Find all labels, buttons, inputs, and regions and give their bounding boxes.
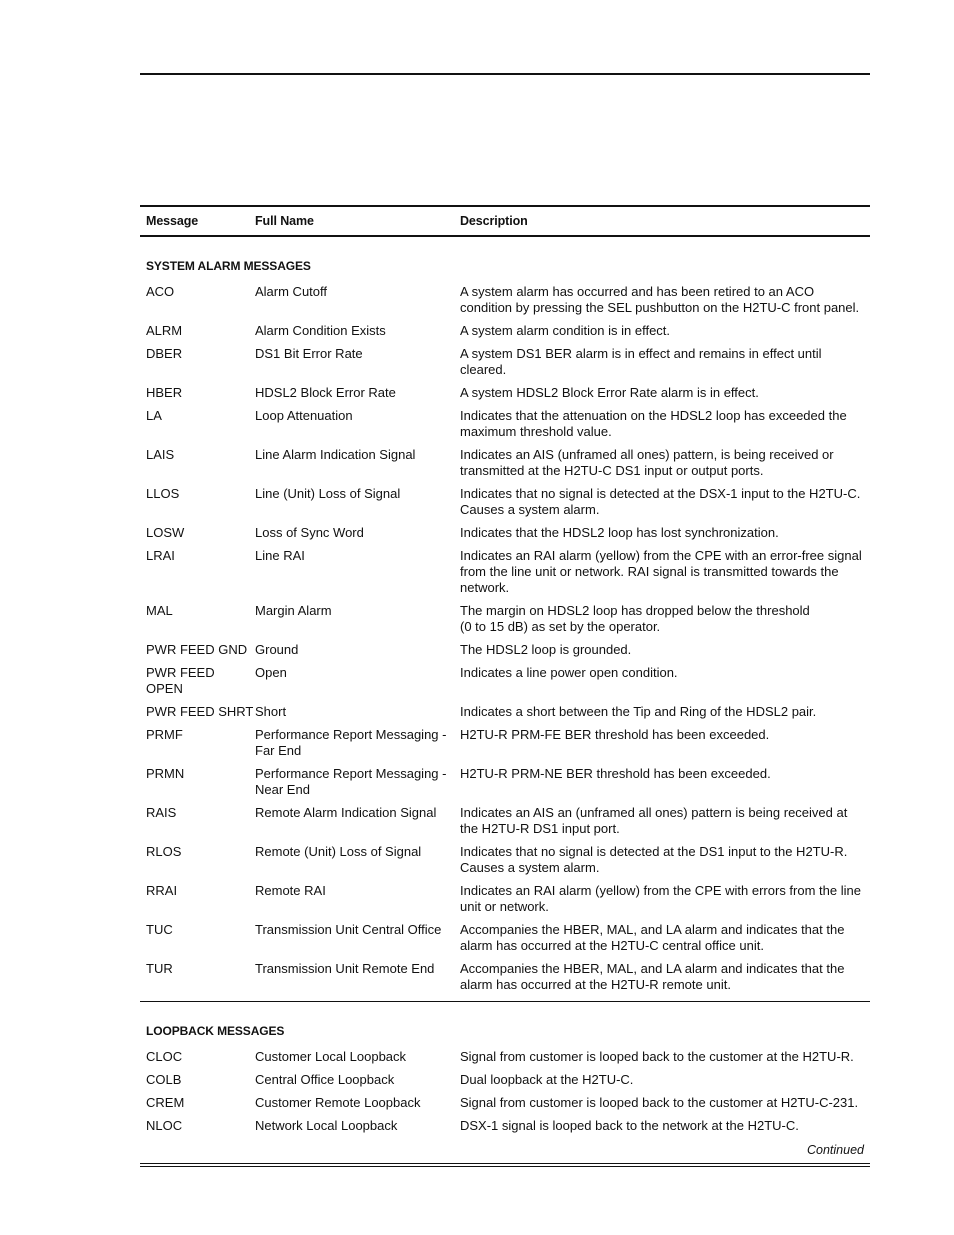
- full-name-cell: Line RAI: [255, 548, 305, 563]
- header-full-name: Full Name: [255, 214, 314, 228]
- full-name-cell: DS1 Bit Error Rate: [255, 346, 363, 361]
- full-name-cell: Alarm Condition Exists: [255, 323, 386, 338]
- full-name-cell: Transmission Unit Remote End: [255, 961, 435, 976]
- message-cell: ACO: [146, 284, 175, 299]
- description-cell: A system alarm has occurred and has been retired to an ACO condition by pressing the SEL pushbutton on the H2TU-C front panel.: [460, 284, 860, 315]
- message-cell: NLOC: [146, 1118, 183, 1133]
- full-name-cell: Remote RAI: [255, 883, 326, 898]
- full-name-cell: Short: [255, 704, 287, 719]
- table-bottom-rule: [140, 1163, 870, 1164]
- table-row: [140, 447, 870, 486]
- full-name-cell: Loop Attenuation: [255, 408, 353, 423]
- description-cell: Indicates that the attenuation on the HDSL2 loop has exceeded the maximum threshold value.: [460, 408, 847, 439]
- description-cell: Indicates a short between the Tip and Ring of the HDSL2 pair.: [460, 704, 817, 719]
- description-cell: H2TU-R PRM-NE BER threshold has been exceeded.: [460, 766, 771, 781]
- description-cell: Accompanies the HBER, MAL, and LA alarm and indicates that the alarm has occurred at the H2TU-R remote unit.: [460, 961, 845, 992]
- message-cell: DBER: [146, 346, 183, 361]
- table-row: [140, 1072, 870, 1095]
- message-cell: TUR: [146, 961, 173, 976]
- description-cell: Indicates an AIS an (unframed all ones) pattern is being received at the H2TU-R DS1 input port.: [460, 805, 848, 836]
- table-row: [140, 385, 870, 408]
- continued-note: Continued: [807, 1143, 864, 1157]
- message-cell: LLOS: [146, 486, 180, 501]
- full-name-cell: HDSL2 Block Error Rate: [255, 385, 396, 400]
- description-cell: Indicates an AIS (unframed all ones) pattern, is being received or transmitted at the H2TU-C DS1 input or output ports.: [460, 447, 834, 478]
- message-cell: ALRM: [146, 323, 183, 338]
- table-row: [140, 727, 870, 766]
- message-cell: COLB: [146, 1072, 182, 1087]
- full-name-cell: Line (Unit) Loss of Signal: [255, 486, 401, 501]
- description-cell: Indicates a line power open condition.: [460, 665, 678, 680]
- table-section: [140, 1002, 870, 1141]
- table-row: [140, 805, 870, 844]
- full-name-cell: Line Alarm Indication Signal: [255, 447, 416, 462]
- description-cell: Indicates that the HDSL2 loop has lost synchronization.: [460, 525, 779, 540]
- full-name-cell: Central Office Loopback: [255, 1072, 395, 1087]
- description-cell: Accompanies the HBER, MAL, and LA alarm and indicates that the alarm has occurred at the H2TU-C central office unit.: [460, 922, 845, 953]
- description-cell: Indicates that no signal is detected at the DS1 input to the H2TU-R. Causes a system alarm.: [460, 844, 848, 875]
- full-name-cell: Customer Local Loopback: [255, 1049, 407, 1064]
- description-cell: A system HDSL2 Block Error Rate alarm is in effect.: [460, 385, 759, 400]
- footer-rule: [140, 1166, 870, 1167]
- message-cell: LOSW: [146, 525, 185, 540]
- table-row: [140, 603, 870, 642]
- table-row: [140, 704, 870, 727]
- table-row: [140, 766, 870, 805]
- description-cell: The margin on HDSL2 loop has dropped below the threshold (0 to 15 dB) as set by the operator.: [460, 603, 810, 634]
- table-row: [140, 548, 870, 603]
- message-cell: PRMF: [146, 727, 183, 742]
- full-name-cell: Open: [255, 665, 287, 680]
- message-cell: RRAI: [146, 883, 178, 898]
- table-row: [140, 323, 870, 346]
- description-cell: Signal from customer is looped back to the customer at the H2TU-R.: [460, 1049, 854, 1064]
- section-title: SYSTEM ALARM MESSAGES: [146, 259, 311, 273]
- table-row: [140, 922, 870, 961]
- message-cell: PRMN: [146, 766, 185, 781]
- message-cell: CLOC: [146, 1049, 183, 1064]
- header-description: Description: [460, 214, 528, 228]
- full-name-cell: Alarm Cutoff: [255, 284, 328, 299]
- full-name-cell: Performance Report Messaging - Far End: [255, 727, 447, 758]
- message-cell: LA: [146, 408, 162, 423]
- alarm-messages-table: [140, 205, 870, 1164]
- table-row: [140, 408, 870, 447]
- table-row: [140, 1049, 870, 1072]
- message-cell: CREM: [146, 1095, 185, 1110]
- description-cell: H2TU-R PRM-FE BER threshold has been exceeded.: [460, 727, 770, 742]
- table-row: [140, 844, 870, 883]
- full-name-cell: Ground: [255, 642, 299, 657]
- message-cell: MAL: [146, 603, 173, 618]
- message-cell: PWR FEED SHRT: [146, 704, 254, 719]
- full-name-cell: Network Local Loopback: [255, 1118, 398, 1133]
- description-cell: Signal from customer is looped back to the customer at H2TU-C-231.: [460, 1095, 859, 1110]
- table-row: [140, 961, 870, 1000]
- message-cell: PWR FEED OPEN: [146, 665, 215, 696]
- full-name-cell: Remote (Unit) Loss of Signal: [255, 844, 422, 859]
- message-cell: PWR FEED GND: [146, 642, 248, 657]
- full-name-cell: Transmission Unit Central Office: [255, 922, 442, 937]
- message-cell: LRAI: [146, 548, 175, 563]
- description-cell: DSX-1 signal is looped back to the network at the H2TU-C.: [460, 1118, 799, 1133]
- table-row: [140, 1118, 870, 1141]
- table-header: [140, 205, 870, 237]
- table-row: [140, 883, 870, 922]
- description-cell: Indicates an RAI alarm (yellow) from the CPE with an error-free signal from the line unit or network. RAI signal is transmitted towards the network.: [460, 548, 862, 595]
- description-cell: A system alarm condition is in effect.: [460, 323, 671, 338]
- table-row: [140, 525, 870, 548]
- table-row: [140, 346, 870, 385]
- description-cell: Indicates that no signal is detected at the DSX-1 input to the H2TU-C. Causes a system alarm.: [460, 486, 861, 517]
- full-name-cell: Customer Remote Loopback: [255, 1095, 421, 1110]
- table-section: [140, 237, 870, 1002]
- message-cell: RAIS: [146, 805, 177, 820]
- message-cell: RLOS: [146, 844, 182, 859]
- message-cell: TUC: [146, 922, 173, 937]
- table-row: [140, 642, 870, 665]
- description-cell: A system DS1 BER alarm is in effect and remains in effect until cleared.: [460, 346, 822, 377]
- section-title: LOOPBACK MESSAGES: [146, 1024, 285, 1038]
- description-cell: Indicates an RAI alarm (yellow) from the CPE with errors from the line unit or network.: [460, 883, 861, 914]
- full-name-cell: Remote Alarm Indication Signal: [255, 805, 437, 820]
- full-name-cell: Loss of Sync Word: [255, 525, 364, 540]
- full-name-cell: Performance Report Messaging - Near End: [255, 766, 447, 797]
- header-message: Message: [146, 214, 199, 228]
- header-rule: [140, 73, 870, 75]
- table-row: [140, 284, 870, 323]
- message-cell: HBER: [146, 385, 183, 400]
- full-name-cell: Margin Alarm: [255, 603, 332, 618]
- table-row: [140, 665, 870, 704]
- description-cell: The HDSL2 loop is grounded.: [460, 642, 632, 657]
- message-cell: LAIS: [146, 447, 175, 462]
- table-row: [140, 1095, 870, 1118]
- table-row: [140, 486, 870, 525]
- description-cell: Dual loopback at the H2TU-C.: [460, 1072, 634, 1087]
- table-body: [140, 237, 870, 1141]
